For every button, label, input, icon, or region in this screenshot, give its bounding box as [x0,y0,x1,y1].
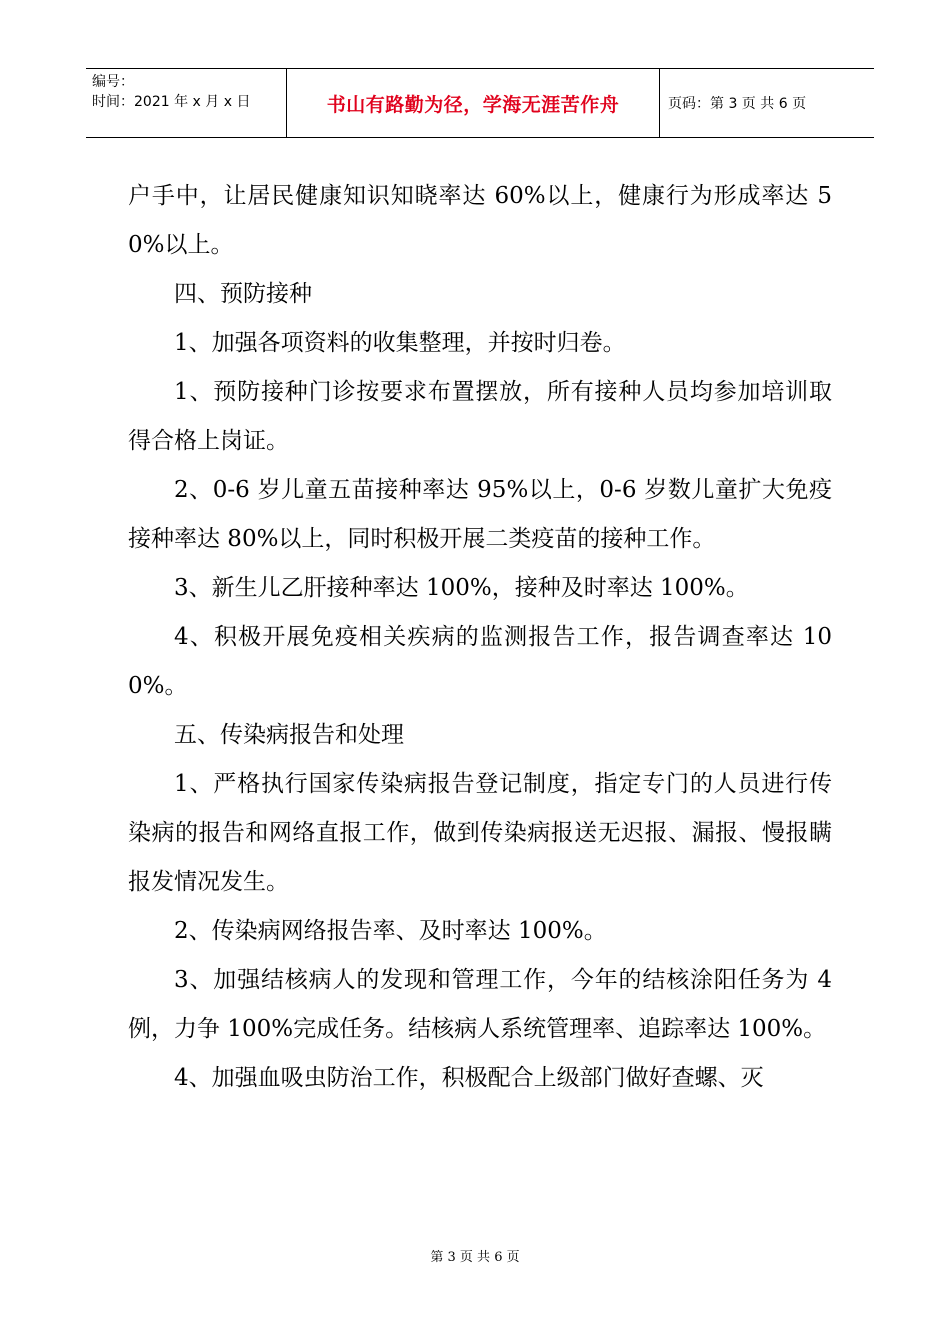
paragraph: 2、传染病网络报告率、及时率达 100%。 [174,918,607,944]
document-body [128,172,832,1103]
header-motto: 书山有路勤为径，学海无涯苦作舟 [326,93,620,116]
header-motto-cell [286,69,660,137]
paragraph: 2、0-6 岁儿童五苗接种率达 95%以上，0-6 岁数儿童扩大免疫接种率达 80%以上，同时积极开展二类疫苗的接种工作。 [128,477,832,552]
document-date-label: 时间：2021 年 x 月 x 日 [92,94,251,110]
paragraph: 4、加强血吸虫防治工作，积极配合上级部门做好查螺、灭 [174,1065,764,1091]
paragraph: 户手中，让居民健康知识知晓率达 60%以上，健康行为形成率达 50%以上。 [128,183,832,258]
paragraph: 1、严格执行国家传染病报告登记制度，指定专门的人员进行传染病的报告和网络直报工作，做到传染病报送无迟报、漏报、慢报瞒报发情况发生。 [128,771,832,895]
paragraph: 3、加强结核病人的发现和管理工作，今年的结核涂阳任务为 4 例，力争 100%完成任务。结核病人系统管理率、追踪率达 100%。 [128,967,832,1042]
page-footer: 第 3 页 共 6 页 [430,1250,520,1265]
header-page-number: 页码：第 3 页 共 6 页 [668,96,807,112]
paragraph: 1、预防接种门诊按要求布置摆放，所有接种人员均参加培训取得合格上岗证。 [128,379,832,454]
header-meta [86,69,286,137]
paragraph: 3、新生儿乙肝接种率达 100%，接种及时率达 100%。 [174,575,749,601]
paragraph: 1、加强各项资料的收集整理，并按时归卷。 [174,330,626,356]
paragraph: 4、积极开展免疫相关疾病的监测报告工作，报告调查率达 100%。 [128,624,832,699]
section-heading: 五、传染病报告和处理 [174,722,404,748]
section-heading: 四、预防接种 [174,281,312,307]
header-page-cell [658,69,874,137]
document-number-label: 编号： [92,74,134,90]
page-header [86,68,874,138]
